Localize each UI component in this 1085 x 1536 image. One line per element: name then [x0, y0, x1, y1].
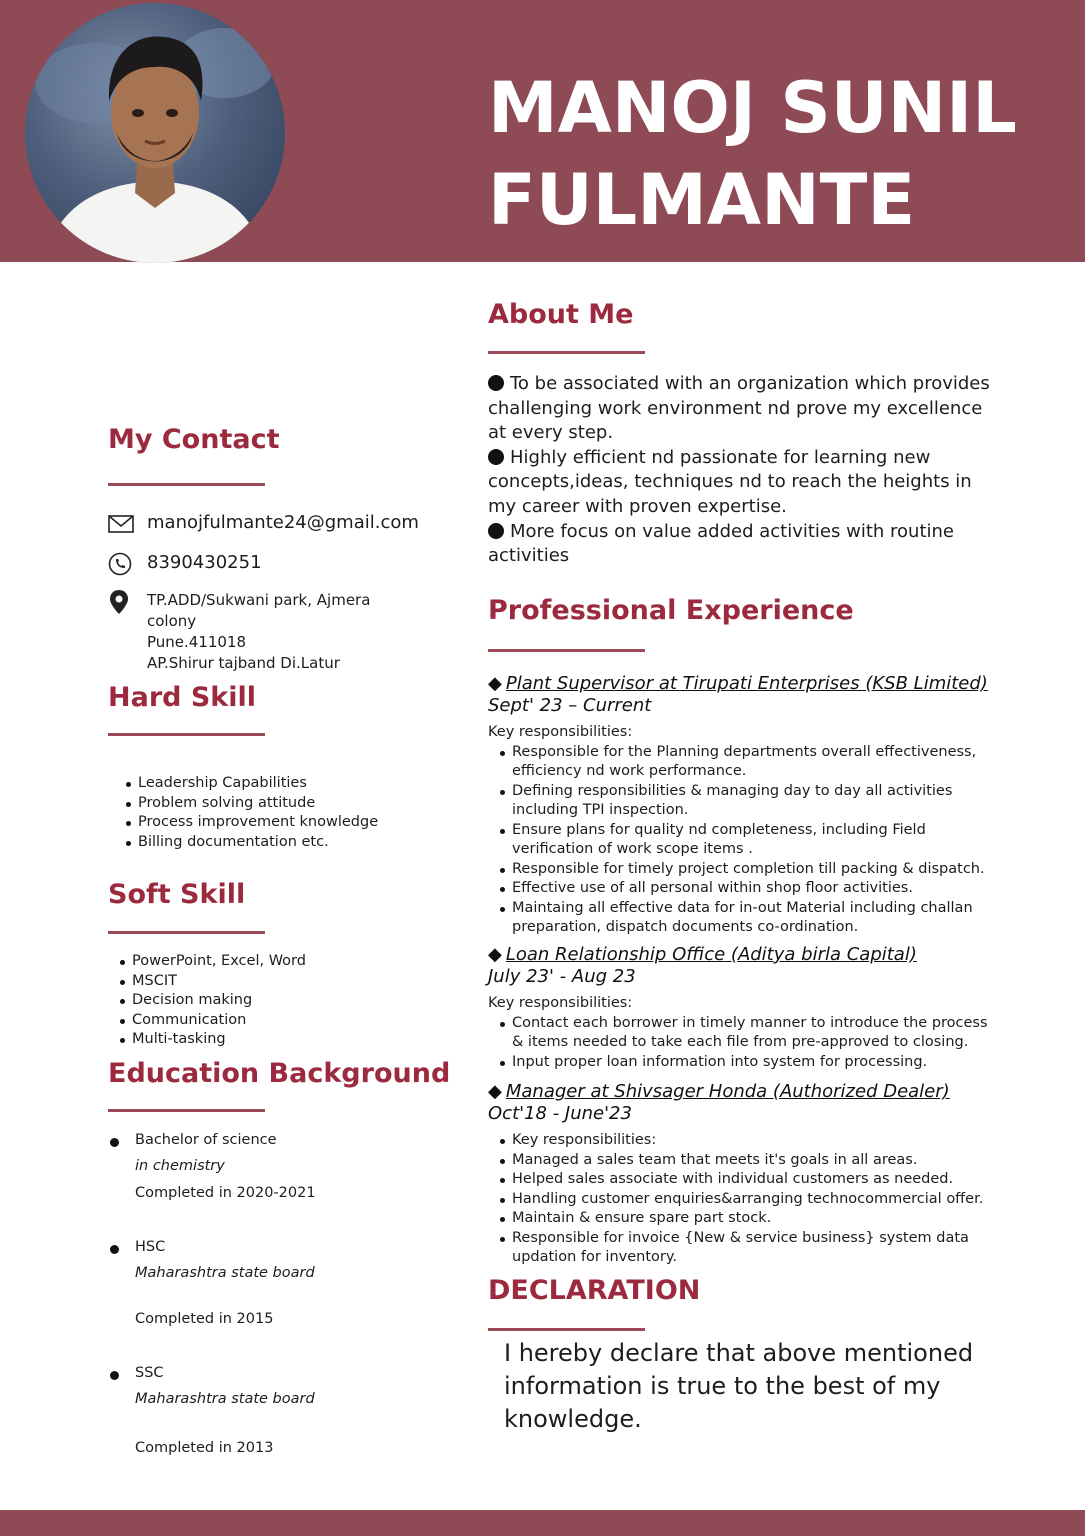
contact-heading: My Contact [108, 424, 280, 455]
list-item: Maintain & ensure spare part stock. [498, 1209, 998, 1229]
education-completed: Completed in 2013 [135, 1440, 274, 1456]
experience-heading: Professional Experience [488, 595, 854, 626]
list-item: Billing documentation etc. [124, 833, 378, 853]
list-item: Maintaing all effective data for in-out Material including challan preparation, dispatch documents co-ordination. [498, 899, 998, 938]
about-paragraph: To be associated with an organization which provides challenging work environment nd prove my excellence at every step. [488, 373, 990, 444]
footer-band [0, 1510, 1085, 1536]
soft-skill-list [118, 952, 306, 1050]
hard-skill-list [124, 774, 378, 852]
contact-email-row [108, 512, 419, 536]
name-line-1: MANOJ SUNIL [488, 67, 1017, 149]
diamond-icon: ◆ [488, 673, 502, 694]
education-degree: SSC [135, 1365, 164, 1381]
diamond-icon: ◆ [488, 944, 502, 965]
soft-skill-rule [108, 931, 265, 934]
name-line-2: FULMANTE [488, 159, 916, 241]
hard-skill-rule [108, 733, 265, 736]
job-date: Oct'18 - June'23 [488, 1103, 632, 1124]
bullet-dot [110, 1245, 119, 1254]
education-rule [108, 1109, 265, 1112]
list-item: PowerPoint, Excel, Word [118, 952, 306, 972]
education-entry [108, 1132, 448, 1212]
education-detail: Maharashtra state board [135, 1265, 315, 1281]
contact-address [147, 590, 370, 674]
list-item: Effective use of all personal within shop floor activities. [498, 879, 998, 899]
job-title: ◆ Loan Relationship Office (Aditya birla Capital) [488, 944, 917, 965]
job-title: ◆ Manager at Shivsager Honda (Authorized Dealer) [488, 1081, 950, 1102]
list-item: MSCIT [118, 972, 306, 992]
contact-phone-row [108, 552, 262, 576]
list-item: Defining responsibilities & managing day to day all activities including TPI inspection. [498, 782, 998, 821]
address-line: TP.ADD/Sukwani park, Ajmera [147, 591, 371, 609]
job-responsibility-list [498, 1014, 998, 1073]
bullet-dot [488, 523, 504, 539]
education-detail: Maharashtra state board [135, 1391, 315, 1407]
list-item: Responsible for timely project completion till packing & dispatch. [498, 860, 998, 880]
job-entry [488, 1081, 998, 1268]
list-item: Input proper loan information into system for processing. [498, 1053, 998, 1073]
list-item: Leadership Capabilities [124, 774, 378, 794]
contact-rule [108, 483, 265, 486]
list-item: Multi-tasking [118, 1030, 306, 1050]
job-entry [488, 944, 998, 1072]
hard-skill-heading: Hard Skill [108, 682, 257, 713]
job-responsibility-list [498, 743, 998, 938]
person-portrait-icon [25, 3, 285, 263]
about-paragraph: More focus on value added activities with routine activities [488, 520, 954, 567]
mail-icon [108, 512, 136, 536]
education-completed: Completed in 2015 [135, 1311, 274, 1327]
declaration-rule [488, 1328, 645, 1331]
bullet-dot [110, 1138, 119, 1147]
list-item: Communication [118, 1011, 306, 1031]
bullet-dot [488, 375, 504, 391]
contact-phone[interactable]: 8390430251 [147, 552, 262, 573]
soft-skill-heading: Soft Skill [108, 879, 246, 910]
contact-email[interactable]: manojfulmante24@gmail.com [147, 512, 419, 533]
key-responsibilities-label: Key responsibilities: [488, 724, 633, 740]
key-responsibilities-label: Key responsibilities: [488, 995, 633, 1011]
bullet-dot [488, 449, 504, 465]
education-detail: in chemistry [135, 1158, 225, 1174]
declaration-heading: DECLARATION [488, 1275, 701, 1306]
profile-photo [25, 3, 285, 263]
about-paragraph: Highly efficient nd passionate for learning new concepts,ideas, techniques nd to reach the heights in my career with proven expertise. [488, 446, 972, 517]
phone-icon [108, 552, 136, 576]
list-item: Responsible for the Planning departments overall effectiveness, efficiency nd work performance. [498, 743, 998, 782]
list-item: Contact each borrower in timely manner to introduce the process & items needed to take each file from pre-approved to closing. [498, 1014, 998, 1053]
address-line: Pune.411018 [147, 633, 247, 651]
list-item: Handling customer enquiries&arranging technocommercial offer. [498, 1190, 998, 1210]
job-responsibility-list [498, 1131, 998, 1268]
education-heading: Education Background [108, 1058, 451, 1089]
job-date: July 23' - Aug 23 [488, 966, 636, 987]
list-item: Key responsibilities: [498, 1131, 998, 1151]
list-item: Helped sales associate with individual customers as needed. [498, 1170, 998, 1190]
about-heading: About Me [488, 299, 634, 330]
list-item: Ensure plans for quality nd completeness, including Field verification of work scope items . [498, 821, 998, 860]
education-degree: HSC [135, 1239, 166, 1255]
about-text [488, 372, 998, 569]
job-title: ◆ Plant Supervisor at Tirupati Enterprises (KSB Limited) [488, 673, 988, 694]
experience-rule [488, 649, 645, 652]
list-item: Responsible for invoice {New & service business} system data updation for inventory. [498, 1229, 998, 1268]
address-line: colony [147, 612, 197, 630]
education-degree: Bachelor of science [135, 1132, 277, 1148]
list-item: Decision making [118, 991, 306, 1011]
education-completed: Completed in 2020-2021 [135, 1185, 316, 1201]
address-line: AP.Shirur tajband Di.Latur [147, 654, 340, 672]
candidate-name [488, 62, 1068, 246]
diamond-icon: ◆ [488, 1081, 502, 1102]
location-pin-icon [108, 590, 136, 614]
job-date: Sept' 23 – Current [488, 695, 652, 716]
contact-address-row [108, 590, 370, 674]
education-entry [108, 1365, 448, 1460]
about-rule [488, 351, 645, 354]
education-entry [108, 1239, 448, 1329]
declaration-text: I hereby declare that above mentioned information is true to the best of my knowledge. [504, 1339, 974, 1433]
list-item: Process improvement knowledge [124, 813, 378, 833]
list-item: Problem solving attitude [124, 794, 378, 814]
bullet-dot [110, 1371, 119, 1380]
list-item: Managed a sales team that meets it's goals in all areas. [498, 1151, 998, 1171]
job-entry [488, 673, 998, 938]
